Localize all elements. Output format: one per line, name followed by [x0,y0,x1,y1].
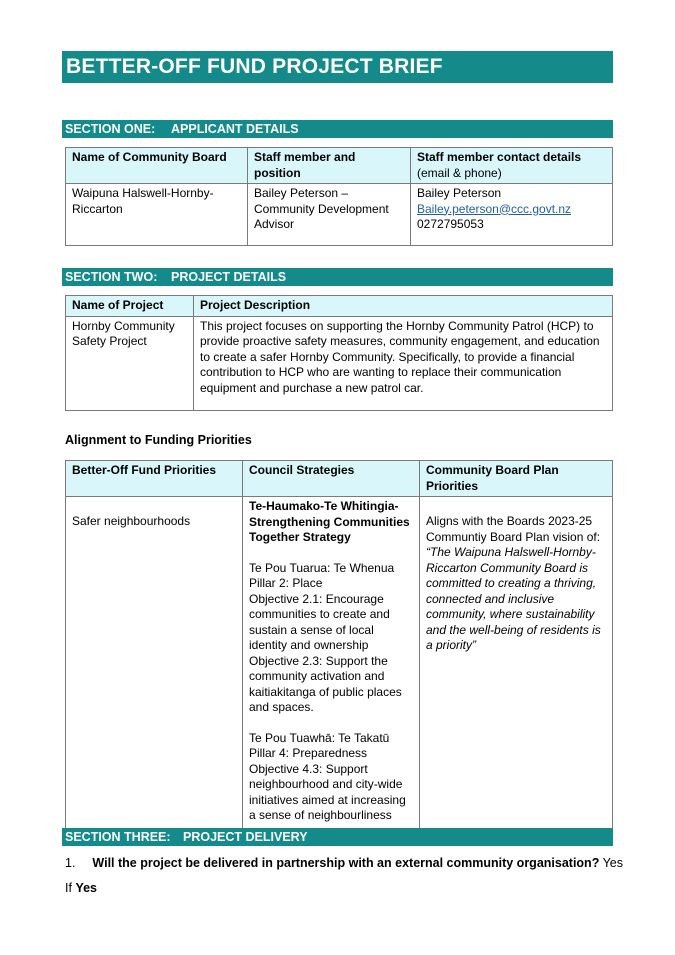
section-two-bar [62,268,613,286]
header-board-plan-priorities: Community Board Plan Priorities [420,461,613,497]
header-council-strategies: Council Strategies [243,461,420,497]
document-title: BETTER-OFF FUND PROJECT BRIEF [66,55,443,78]
if-label: If [65,881,72,895]
header-contact-sub: (email & phone) [417,165,502,180]
section-three-bar [62,828,613,846]
section-three-label: PROJECT DELIVERY [183,830,308,844]
question-1-answer: Yes [602,856,623,870]
question-1 [65,856,623,870]
plan-quote: “The Waipuna Halswell-Hornby-Riccarton Community Board is committed to creating a thriving, connected and inclusive community, where sustainability and the well-being of residents is a priority” [426,545,601,652]
staff-member-value: Bailey Peterson – Community Development Advisor [248,184,411,246]
fund-priority-value: Safer neighbourhoods [66,497,243,832]
objective-line: Objective 2.1: Encourage communities to create and sustain a sense of local identity and ownership [249,591,390,652]
board-plan-cell [420,497,613,832]
project-details-table [65,295,613,411]
header-project-description: Project Description [194,296,613,317]
if-yes-line [65,881,97,895]
question-1-number: 1. [65,856,76,870]
section-two-number: SECTION TWO: [65,270,158,284]
section-one-bar [62,120,613,138]
alignment-heading: Alignment to Funding Priorities [65,433,252,447]
contact-phone: 0272795053 [417,217,484,231]
council-strategies-cell [243,497,420,832]
objective-line: Objective 4.3: Support neighbourhood and city-wide initiatives aimed at increasing a sense of neighbourliness [249,761,406,822]
header-contact-details: Staff member contact details (email & phone) [411,148,613,184]
pillar2-line: Te Pou Tuarua: Te Whenua [249,560,395,575]
header-fund-priorities: Better-Off Fund Priorities [66,461,243,497]
objective-line: Objective 2.3: Support the community activation and kaitiakitanga of public places and spaces. [249,653,402,714]
header-project-name: Name of Project [66,296,194,317]
section-three-number: SECTION THREE: [65,830,171,844]
pillar2-line: Pillar 2: Place [249,576,323,590]
if-value: Yes [75,881,97,895]
project-description-value: This project focuses on supporting the Hornby Community Patrol (HCP) to provide proactive safety measures, community engagement, and education to create a safer Hornby Community. Specifically, to provide a financial contribution to HCP who are wanting to replace their communication equipment and purchase a new patrol car. [194,316,613,410]
strategy-title: Te-Haumako-Te Whitingia- Strengthening Communities Together Strategy [249,499,410,544]
contact-name: Bailey Peterson [417,186,502,200]
pillar4-line: Te Pou Tuawhā: Te Takatū Pillar 4: Preparedness [249,730,390,760]
plan-intro: Aligns with the Boards 2023-25 Communtiy Board Plan vision of: [426,514,601,544]
contact-email-link[interactable]: Bailey.peterson@ccc.govt.nz [417,201,572,216]
contact-details-cell [411,184,613,246]
project-name-value: Hornby Community Safety Project [66,316,194,410]
applicant-details-table [65,147,613,246]
section-two-label: PROJECT DETAILS [171,270,287,284]
header-staff-member: Staff member and position [248,148,411,184]
section-one-number: SECTION ONE: [65,122,156,136]
section-one-label: APPLICANT DETAILS [171,122,299,136]
community-board-value: Waipuna Halswell-Hornby-Riccarton [66,184,248,246]
header-community-board: Name of Community Board [66,148,248,184]
question-1-text: Will the project be delivered in partnership with an external community organisation? [92,856,600,870]
alignment-table [65,460,613,832]
